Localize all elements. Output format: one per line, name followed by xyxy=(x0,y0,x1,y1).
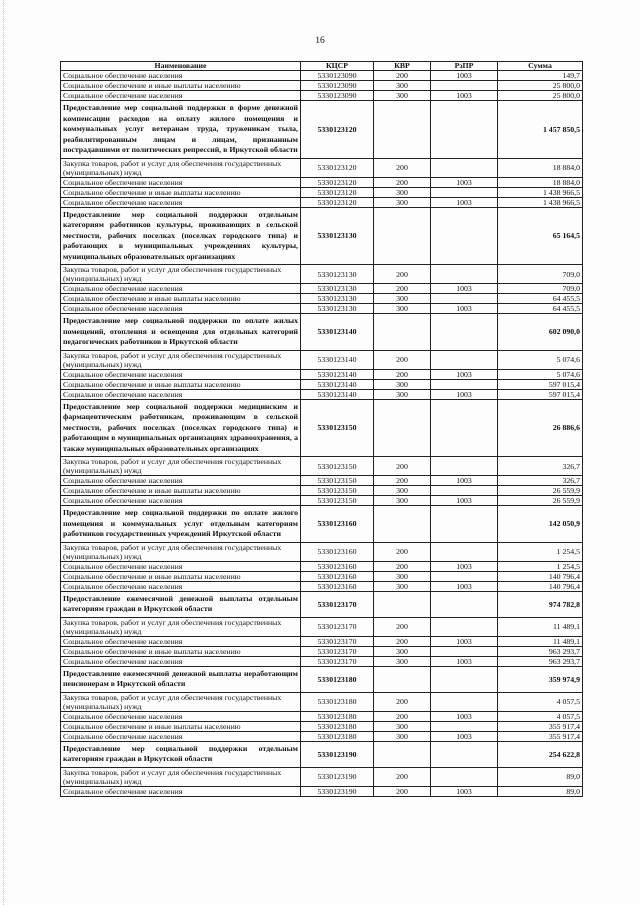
amount-cell: 326,7 xyxy=(498,457,583,476)
rzpr-cell: 1003 xyxy=(431,177,498,187)
row-name-cell: Социальное обеспечение и иные выплаты населению xyxy=(61,571,301,581)
kvr-cell: 200 xyxy=(374,692,431,711)
row-name-cell: Закупка товаров, работ и услуг для обеспечения государственных (муниципальных) нужд xyxy=(61,457,301,476)
rzpr-cell xyxy=(431,158,498,177)
kcsr-cell: 5330123180 xyxy=(301,731,374,741)
row-name-cell: Закупка товаров, работ и услуг для обеспечения государственных (муниципальных) нужд xyxy=(61,692,301,711)
table-row xyxy=(61,304,583,314)
row-name-cell: Закупка товаров, работ и услуг для обеспечения государственных (муниципальных) нужд xyxy=(61,617,301,636)
table-row xyxy=(61,158,583,177)
kvr-cell xyxy=(374,207,431,265)
kcsr-cell: 5330123170 xyxy=(301,617,374,636)
table-row xyxy=(61,476,583,486)
kcsr-cell: 5330123170 xyxy=(301,656,374,666)
row-name-cell: Социальное обеспечение и иные выплаты населению xyxy=(61,81,301,91)
kvr-cell: 300 xyxy=(374,379,431,389)
row-name-cell: Предоставление ежемесячной денежной выплаты неработающим пенсионерам в Иркутской области xyxy=(61,666,301,692)
kcsr-cell: 5330123130 xyxy=(301,265,374,284)
table-row xyxy=(61,721,583,731)
row-name-cell: Социальное обеспечение населения xyxy=(61,656,301,666)
table-row xyxy=(61,542,583,561)
kvr-cell: 200 xyxy=(374,158,431,177)
section-row xyxy=(61,591,583,617)
kvr-cell xyxy=(374,666,431,692)
table-row xyxy=(61,571,583,581)
row-name-cell: Социальное обеспечение населения xyxy=(61,636,301,646)
kvr-cell: 300 xyxy=(374,496,431,506)
row-name-cell: Социальное обеспечение и иные выплаты населению xyxy=(61,187,301,197)
amount-cell: 64 455,5 xyxy=(498,304,583,314)
amount-cell: 359 974,9 xyxy=(498,666,583,692)
kcsr-cell: 5330123170 xyxy=(301,646,374,656)
table-row xyxy=(61,786,583,796)
amount-cell: 254 622,8 xyxy=(498,741,583,767)
kvr-cell: 200 xyxy=(374,542,431,561)
rzpr-cell: 1003 xyxy=(431,656,498,666)
rzpr-cell xyxy=(431,617,498,636)
table-row xyxy=(61,71,583,81)
rzpr-cell xyxy=(431,265,498,284)
amount-cell: 355 917,4 xyxy=(498,721,583,731)
amount-cell: 602 090,0 xyxy=(498,314,583,351)
table-row xyxy=(61,294,583,304)
amount-cell: 963 293,7 xyxy=(498,646,583,656)
kcsr-cell: 5330123180 xyxy=(301,711,374,721)
table-row xyxy=(61,561,583,571)
rzpr-cell xyxy=(431,101,498,159)
kcsr-cell: 5330123180 xyxy=(301,666,374,692)
amount-cell: 4 057,5 xyxy=(498,692,583,711)
amount-cell: 1 457 850,5 xyxy=(498,101,583,159)
kcsr-cell: 5330123130 xyxy=(301,284,374,294)
kcsr-cell: 5330123170 xyxy=(301,591,374,617)
kvr-cell: 200 xyxy=(374,711,431,721)
kcsr-cell: 5330123160 xyxy=(301,506,374,543)
kcsr-cell: 5330123090 xyxy=(301,81,374,91)
amount-cell: 4 057,5 xyxy=(498,711,583,721)
amount-cell: 963 293,7 xyxy=(498,656,583,666)
rzpr-cell xyxy=(431,571,498,581)
kvr-cell: 200 xyxy=(374,561,431,571)
amount-cell: 974 782,8 xyxy=(498,591,583,617)
kvr-cell: 200 xyxy=(374,617,431,636)
kvr-cell: 300 xyxy=(374,389,431,399)
amount-cell: 89,0 xyxy=(498,767,583,786)
table-row xyxy=(61,284,583,294)
amount-cell: 140 796,4 xyxy=(498,581,583,591)
row-name-cell: Социальное обеспечение населения xyxy=(61,369,301,379)
amount-cell: 1 438 966,5 xyxy=(498,187,583,197)
kvr-cell: 200 xyxy=(374,457,431,476)
rzpr-cell xyxy=(431,457,498,476)
row-name-cell: Предоставление мер социальной поддержки в форме денежной компенсации расходов на оплату жилого помещения и коммунальных услуг ветеранам труда, труженикам тыла, реабилитированным лицам и лицам, признанным пострадавшими от политических репрессий, в Иркутской области xyxy=(61,101,301,159)
table-header-row xyxy=(61,62,583,71)
amount-cell: 25 800,0 xyxy=(498,81,583,91)
kvr-cell: 300 xyxy=(374,91,431,101)
row-name-cell: Закупка товаров, работ и услуг для обеспечения государственных (муниципальных) нужд xyxy=(61,542,301,561)
rzpr-cell: 1003 xyxy=(431,496,498,506)
amount-cell: 597 015,4 xyxy=(498,379,583,389)
kvr-cell: 300 xyxy=(374,187,431,197)
rzpr-cell xyxy=(431,542,498,561)
table-row xyxy=(61,767,583,786)
header-kvr: КВР xyxy=(374,62,431,71)
kcsr-cell: 5330123130 xyxy=(301,304,374,314)
kvr-cell: 300 xyxy=(374,197,431,207)
kvr-cell: 200 xyxy=(374,265,431,284)
rzpr-cell xyxy=(431,207,498,265)
rzpr-cell xyxy=(431,486,498,496)
amount-cell: 597 015,4 xyxy=(498,389,583,399)
row-name-cell: Социальное обеспечение населения xyxy=(61,304,301,314)
rzpr-cell: 1003 xyxy=(431,711,498,721)
kcsr-cell: 5330123140 xyxy=(301,314,374,351)
amount-cell: 26 886,6 xyxy=(498,399,583,457)
kvr-cell: 200 xyxy=(374,476,431,486)
table-row xyxy=(61,711,583,721)
row-name-cell: Социальное обеспечение населения xyxy=(61,71,301,81)
header-amount: Сумма xyxy=(498,62,583,71)
header-rzpr: РзПР xyxy=(431,62,498,71)
kcsr-cell: 5330123160 xyxy=(301,542,374,561)
section-row xyxy=(61,399,583,457)
row-name-cell: Предоставление ежемесячной денежной выплаты отдельным категориям граждан в Иркутской области xyxy=(61,591,301,617)
kcsr-cell: 5330123150 xyxy=(301,496,374,506)
amount-cell: 64 455,5 xyxy=(498,294,583,304)
amount-cell: 26 559,9 xyxy=(498,486,583,496)
amount-cell: 11 489,1 xyxy=(498,617,583,636)
kvr-cell: 200 xyxy=(374,369,431,379)
row-name-cell: Предоставление мер социальной поддержки по оплате жилых помещений, отопления и освещения для отдельных категорий педагогических работников в Иркутской области xyxy=(61,314,301,351)
table-row xyxy=(61,636,583,646)
row-name-cell: Предоставление мер социальной поддержки по оплате жилого помещения и коммунальных услуг отдельным категориям работников государственных учреждений Иркутской области xyxy=(61,506,301,543)
kcsr-cell: 5330123190 xyxy=(301,767,374,786)
kcsr-cell: 5330123140 xyxy=(301,369,374,379)
rzpr-cell: 1003 xyxy=(431,786,498,796)
table-row xyxy=(61,457,583,476)
rzpr-cell xyxy=(431,399,498,457)
table-row xyxy=(61,656,583,666)
rzpr-cell xyxy=(431,294,498,304)
amount-cell: 25 800,0 xyxy=(498,91,583,101)
kvr-cell: 200 xyxy=(374,767,431,786)
rzpr-cell: 1003 xyxy=(431,91,498,101)
kcsr-cell: 5330123120 xyxy=(301,177,374,187)
kcsr-cell: 5330123160 xyxy=(301,581,374,591)
kcsr-cell: 5330123180 xyxy=(301,692,374,711)
amount-cell: 1 254,5 xyxy=(498,561,583,571)
table-row xyxy=(61,197,583,207)
kcsr-cell: 5330123140 xyxy=(301,389,374,399)
row-name-cell: Социальное обеспечение населения xyxy=(61,786,301,796)
amount-cell: 11 489,1 xyxy=(498,636,583,646)
row-name-cell: Социальное обеспечение населения xyxy=(61,91,301,101)
rzpr-cell xyxy=(431,741,498,767)
table-row xyxy=(61,486,583,496)
table-row xyxy=(61,265,583,284)
kvr-cell: 200 xyxy=(374,71,431,81)
header-name: Наименование xyxy=(61,62,301,71)
kcsr-cell: 5330123190 xyxy=(301,741,374,767)
amount-cell: 89,0 xyxy=(498,786,583,796)
kvr-cell: 300 xyxy=(374,294,431,304)
kvr-cell: 300 xyxy=(374,721,431,731)
kvr-cell: 200 xyxy=(374,284,431,294)
rzpr-cell: 1003 xyxy=(431,636,498,646)
kcsr-cell: 5330123120 xyxy=(301,187,374,197)
kvr-cell: 300 xyxy=(374,304,431,314)
kcsr-cell: 5330123090 xyxy=(301,91,374,101)
amount-cell: 18 884,0 xyxy=(498,158,583,177)
row-name-cell: Социальное обеспечение населения xyxy=(61,561,301,571)
rzpr-cell: 1003 xyxy=(431,476,498,486)
section-row xyxy=(61,207,583,265)
row-name-cell: Предоставление мер социальной поддержки отдельным категориям работников культуры, проживающих в сельской местности, рабочих поселках (поселках городского типа) и работающих в муниципальных учреждениях культуры, муниципальных образовательных организациях xyxy=(61,207,301,265)
scan-edge xyxy=(3,0,4,905)
kvr-cell: 300 xyxy=(374,486,431,496)
kcsr-cell: 5330123160 xyxy=(301,571,374,581)
row-name-cell: Социальное обеспечение населения xyxy=(61,711,301,721)
table-row xyxy=(61,177,583,187)
rzpr-cell xyxy=(431,646,498,656)
rzpr-cell xyxy=(431,350,498,369)
row-name-cell: Социальное обеспечение населения xyxy=(61,177,301,187)
kvr-cell: 200 xyxy=(374,636,431,646)
table-row xyxy=(61,369,583,379)
kcsr-cell: 5330123170 xyxy=(301,636,374,646)
section-row xyxy=(61,741,583,767)
kvr-cell xyxy=(374,741,431,767)
kcsr-cell: 5330123150 xyxy=(301,476,374,486)
kcsr-cell: 5330123090 xyxy=(301,71,374,81)
kcsr-cell: 5330123120 xyxy=(301,158,374,177)
row-name-cell: Социальное обеспечение и иные выплаты населению xyxy=(61,646,301,656)
rzpr-cell: 1003 xyxy=(431,71,498,81)
row-name-cell: Социальное обеспечение и иные выплаты населению xyxy=(61,486,301,496)
rzpr-cell xyxy=(431,187,498,197)
kcsr-cell: 5330123130 xyxy=(301,294,374,304)
row-name-cell: Социальное обеспечение и иные выплаты населению xyxy=(61,721,301,731)
row-name-cell: Социальное обеспечение населения xyxy=(61,389,301,399)
kcsr-cell: 5330123150 xyxy=(301,486,374,496)
rzpr-cell xyxy=(431,506,498,543)
row-name-cell: Предоставление мер социальной поддержки медицинским и фармацевтическим работникам, проживающим в сельской местности, рабочих поселках (поселках городского типа) и работающим в муниципальных организациях здравоохранения, а также муниципальных образовательных организациях xyxy=(61,399,301,457)
kcsr-cell: 5330123160 xyxy=(301,561,374,571)
amount-cell: 26 559,9 xyxy=(498,496,583,506)
table-row xyxy=(61,496,583,506)
row-name-cell: Социальное обеспечение населения xyxy=(61,197,301,207)
rzpr-cell: 1003 xyxy=(431,581,498,591)
amount-cell: 142 050,9 xyxy=(498,506,583,543)
amount-cell: 140 796,4 xyxy=(498,571,583,581)
table-row xyxy=(61,91,583,101)
amount-cell: 5 074,6 xyxy=(498,369,583,379)
page-number: 16 xyxy=(315,36,325,46)
kvr-cell: 300 xyxy=(374,646,431,656)
rzpr-cell: 1003 xyxy=(431,731,498,741)
amount-cell: 355 917,4 xyxy=(498,731,583,741)
kvr-cell xyxy=(374,101,431,159)
rzpr-cell xyxy=(431,767,498,786)
table-row xyxy=(61,81,583,91)
amount-cell: 5 074,6 xyxy=(498,350,583,369)
amount-cell: 1 254,5 xyxy=(498,542,583,561)
rzpr-cell: 1003 xyxy=(431,284,498,294)
row-name-cell: Социальное обеспечение населения xyxy=(61,581,301,591)
kcsr-cell: 5330123150 xyxy=(301,399,374,457)
kcsr-cell: 5330123140 xyxy=(301,350,374,369)
rzpr-cell: 1003 xyxy=(431,304,498,314)
table-row xyxy=(61,350,583,369)
kvr-cell xyxy=(374,314,431,351)
kvr-cell: 200 xyxy=(374,786,431,796)
row-name-cell: Закупка товаров, работ и услуг для обеспечения государственных (муниципальных) нужд xyxy=(61,265,301,284)
kvr-cell xyxy=(374,591,431,617)
amount-cell: 65 164,5 xyxy=(498,207,583,265)
table-row xyxy=(61,617,583,636)
kcsr-cell: 5330123120 xyxy=(301,197,374,207)
kcsr-cell: 5330123150 xyxy=(301,457,374,476)
row-name-cell: Социальное обеспечение населения xyxy=(61,476,301,486)
row-name-cell: Закупка товаров, работ и услуг для обеспечения государственных (муниципальных) нужд xyxy=(61,158,301,177)
amount-cell: 149,7 xyxy=(498,71,583,81)
kvr-cell: 200 xyxy=(374,350,431,369)
rzpr-cell xyxy=(431,314,498,351)
kvr-cell xyxy=(374,506,431,543)
section-row xyxy=(61,314,583,351)
kvr-cell: 300 xyxy=(374,581,431,591)
amount-cell: 18 884,0 xyxy=(498,177,583,187)
table-row xyxy=(61,379,583,389)
amount-cell: 709,0 xyxy=(498,265,583,284)
row-name-cell: Социальное обеспечение и иные выплаты населению xyxy=(61,294,301,304)
kcsr-cell: 5330123180 xyxy=(301,721,374,731)
table-row xyxy=(61,389,583,399)
rzpr-cell: 1003 xyxy=(431,197,498,207)
header-kcsr: КЦСР xyxy=(301,62,374,71)
rzpr-cell xyxy=(431,379,498,389)
row-name-cell: Закупка товаров, работ и услуг для обеспечения государственных (муниципальных) нужд xyxy=(61,350,301,369)
rzpr-cell: 1003 xyxy=(431,389,498,399)
kvr-cell: 300 xyxy=(374,571,431,581)
rzpr-cell xyxy=(431,721,498,731)
rzpr-cell: 1003 xyxy=(431,561,498,571)
kcsr-cell: 5330123130 xyxy=(301,207,374,265)
section-row xyxy=(61,101,583,159)
table-row xyxy=(61,646,583,656)
budget-table xyxy=(60,61,583,797)
kcsr-cell: 5330123140 xyxy=(301,379,374,389)
kcsr-cell: 5330123120 xyxy=(301,101,374,159)
row-name-cell: Предоставление мер социальной поддержки отдельным категориям граждан в Иркутской области xyxy=(61,741,301,767)
kvr-cell xyxy=(374,399,431,457)
rzpr-cell xyxy=(431,666,498,692)
table-body xyxy=(61,71,583,797)
table-row xyxy=(61,581,583,591)
row-name-cell: Социальное обеспечение населения xyxy=(61,731,301,741)
table-row xyxy=(61,731,583,741)
section-row xyxy=(61,506,583,543)
kcsr-cell: 5330123190 xyxy=(301,786,374,796)
section-row xyxy=(61,666,583,692)
row-name-cell: Социальное обеспечение населения xyxy=(61,284,301,294)
table-row xyxy=(61,692,583,711)
rzpr-cell xyxy=(431,591,498,617)
kvr-cell: 300 xyxy=(374,656,431,666)
row-name-cell: Закупка товаров, работ и услуг для обеспечения государственных (муниципальных) нужд xyxy=(61,767,301,786)
kvr-cell: 300 xyxy=(374,731,431,741)
row-name-cell: Социальное обеспечение населения xyxy=(61,496,301,506)
rzpr-cell xyxy=(431,81,498,91)
amount-cell: 326,7 xyxy=(498,476,583,486)
row-name-cell: Социальное обеспечение и иные выплаты населению xyxy=(61,379,301,389)
amount-cell: 709,0 xyxy=(498,284,583,294)
kvr-cell: 200 xyxy=(374,177,431,187)
rzpr-cell xyxy=(431,692,498,711)
rzpr-cell: 1003 xyxy=(431,369,498,379)
amount-cell: 1 438 966,5 xyxy=(498,197,583,207)
table-row xyxy=(61,187,583,197)
kvr-cell: 300 xyxy=(374,81,431,91)
